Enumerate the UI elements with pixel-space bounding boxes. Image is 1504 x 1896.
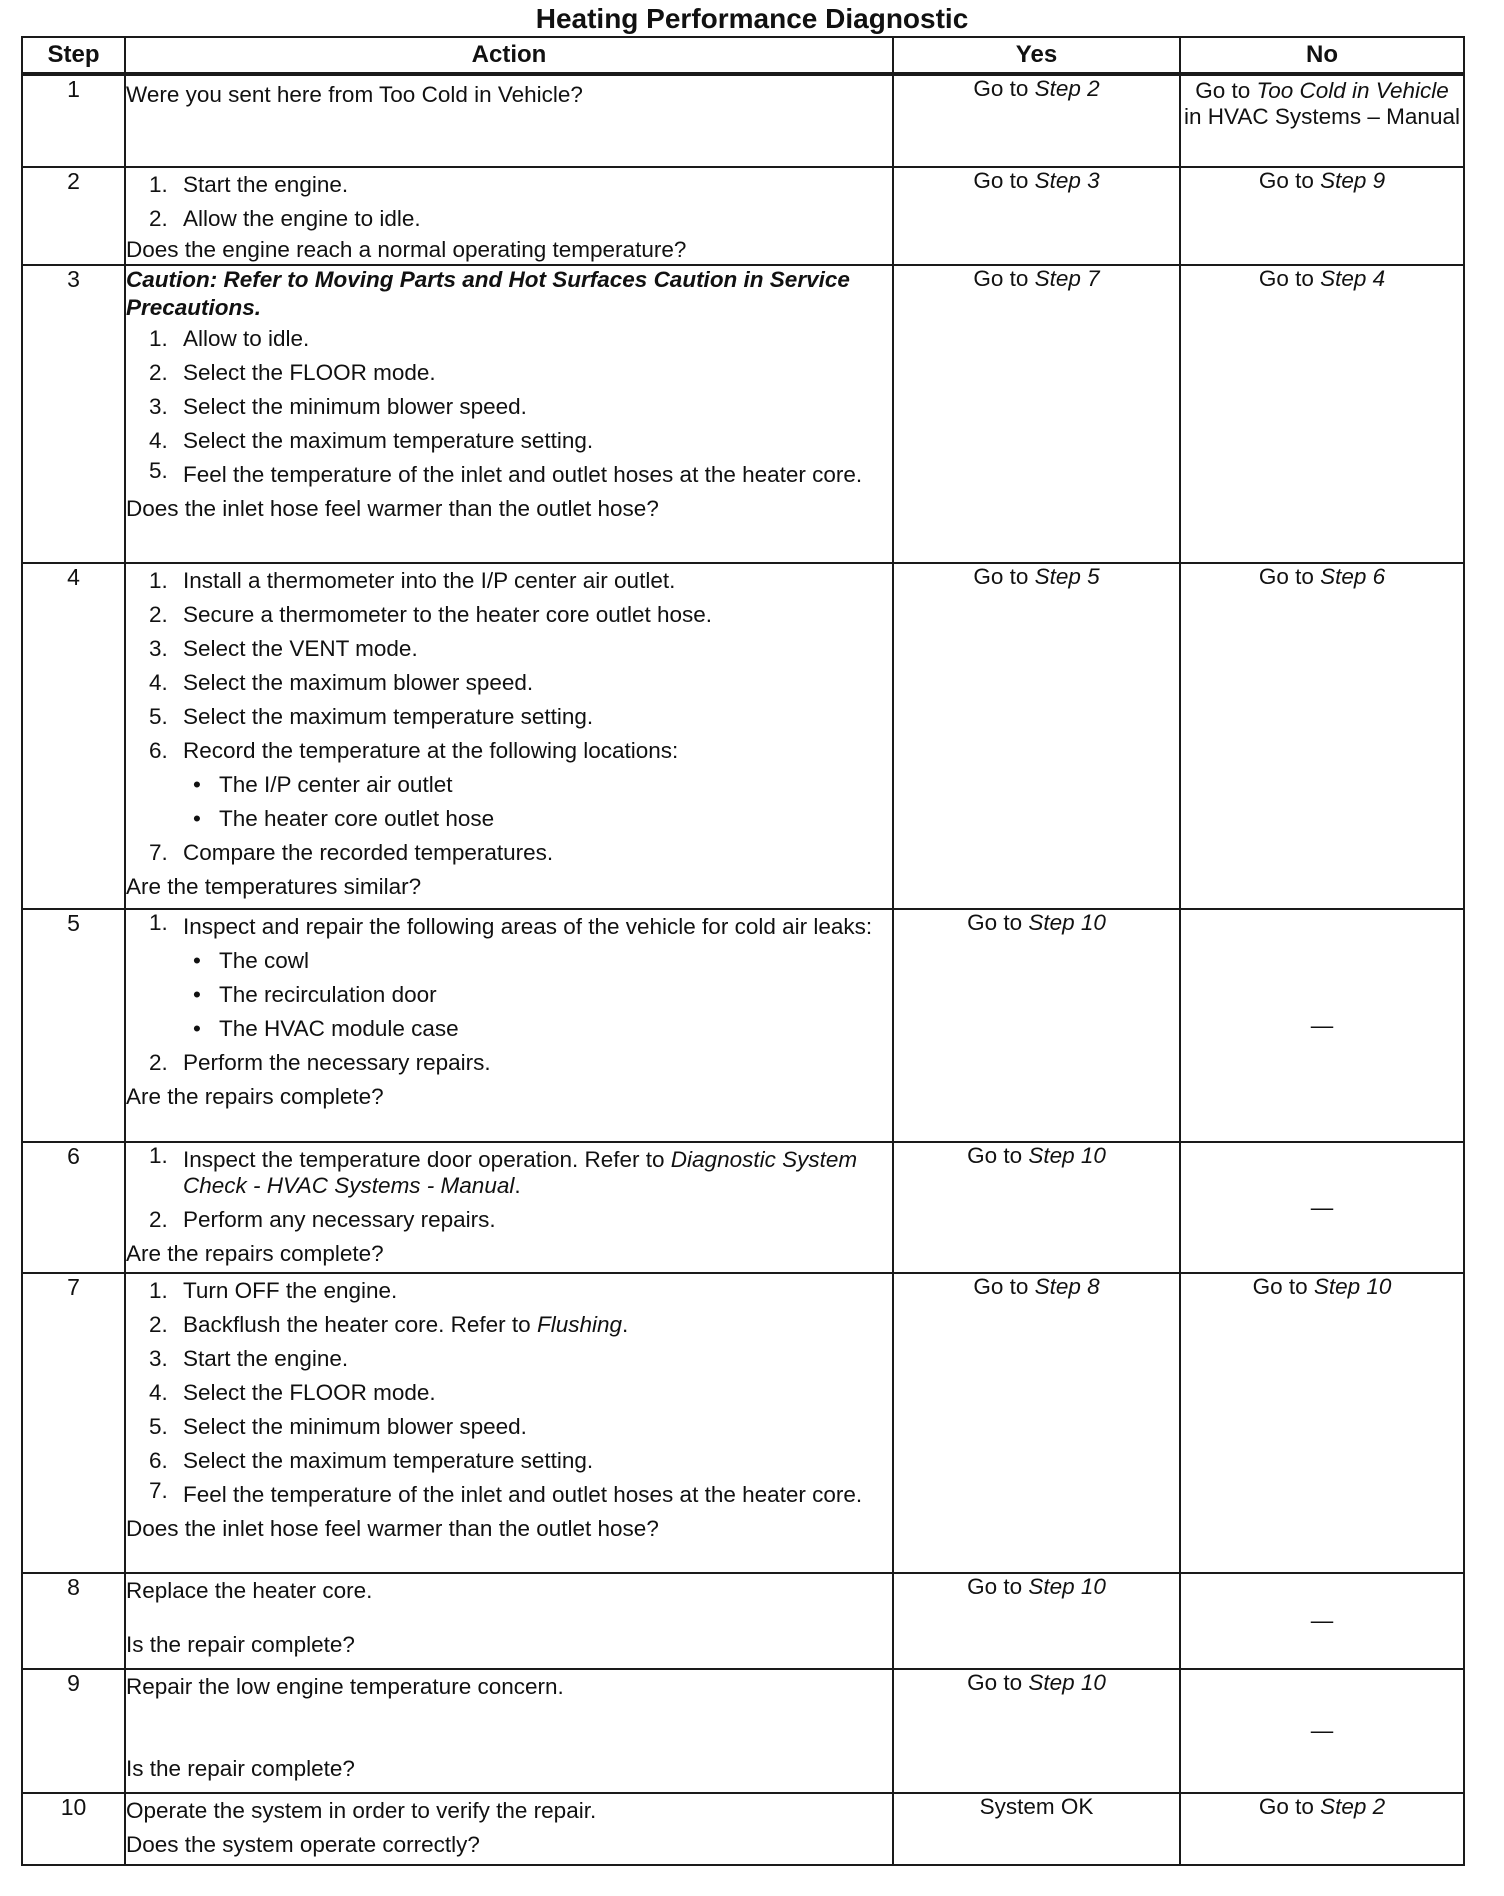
step-link[interactable]: Step 9 [1320, 168, 1386, 193]
action-cell [125, 1142, 893, 1273]
no-cell [1180, 1573, 1464, 1669]
list-item: 1. Turn OFF the engine. [149, 1278, 398, 1303]
action-cell [125, 74, 893, 167]
procedure-list [126, 1274, 892, 1512]
list-item: 6. Record the temperature at the following locations: • The I/P center air outlet • The heater core outlet hose [126, 734, 892, 836]
list-item: 4. Select the maximum temperature setting. [149, 428, 594, 453]
step-number: 10 [22, 1793, 125, 1865]
step-number: 1 [22, 74, 125, 167]
sub-list-item: • The HVAC module case [183, 1012, 892, 1046]
action-statement: Repair the low engine temperature concern. [126, 1674, 564, 1699]
header-no: No [1180, 37, 1464, 74]
action-cell [125, 167, 893, 265]
list-item: 2. Perform any necessary repairs. [149, 1207, 496, 1232]
table-row [22, 265, 1464, 563]
list-item: 1. Allow to idle. [149, 326, 310, 351]
not-applicable-dash: — [1310, 1012, 1334, 1038]
list-item: 2. Secure a thermometer to the heater core outlet hose. [149, 602, 713, 627]
procedure-list [126, 910, 892, 1080]
step-number: 5 [22, 909, 125, 1142]
header-yes: Yes [893, 37, 1180, 74]
action-question: Are the temperatures similar? [126, 874, 422, 899]
goto-prefix: Go to [967, 910, 1023, 935]
no-cell [1180, 1142, 1464, 1273]
step-number: 2 [22, 167, 125, 265]
goto-prefix: Go to [973, 1274, 1029, 1299]
no-cell [1180, 1273, 1464, 1573]
yes-cell [893, 1273, 1180, 1573]
step-link[interactable]: Step 10 [1028, 910, 1106, 935]
table-row [22, 1273, 1464, 1573]
table-row [22, 1669, 1464, 1793]
procedure-list [126, 322, 892, 492]
list-item: 7. Compare the recorded temperatures. [149, 840, 554, 865]
step-link[interactable]: Step 10 [1028, 1574, 1106, 1599]
list-item: 7. Feel the temperature of the inlet and outlet hoses at the heater core. [149, 1478, 863, 1507]
header-action: Action [125, 37, 893, 74]
action-question: Were you sent here from Too Cold in Vehicle? [126, 82, 583, 107]
action-cell [125, 1573, 893, 1669]
goto-prefix: Go to [967, 1670, 1023, 1695]
caution-note: Caution: Refer to Moving Parts and Hot Surfaces Caution in Service Precautions. [126, 267, 850, 320]
goto-prefix: Go to [1258, 168, 1314, 193]
action-question: Are the repairs complete? [126, 1241, 384, 1266]
action-question: Does the inlet hose feel warmer than the outlet hose? [126, 1516, 659, 1541]
list-item: 1. Start the engine. [149, 172, 349, 197]
procedure-link[interactable]: Flushing [536, 1312, 622, 1337]
step-number: 7 [22, 1273, 125, 1573]
table-row [22, 1142, 1464, 1273]
step-link[interactable]: Step 10 [1028, 1670, 1106, 1695]
goto-prefix: Go to [1195, 78, 1251, 103]
sub-list-item: • The cowl [183, 944, 892, 978]
goto-prefix: Go to [973, 76, 1029, 101]
action-question: Are the repairs complete? [126, 1084, 384, 1109]
yes-cell [893, 74, 1180, 167]
yes-cell [893, 265, 1180, 563]
action-cell [125, 1273, 893, 1573]
yes-cell [893, 1793, 1180, 1865]
action-cell [125, 909, 893, 1142]
step-number: 9 [22, 1669, 125, 1793]
not-applicable-dash: — [1310, 1194, 1334, 1220]
sub-list [183, 944, 892, 1046]
no-cell [1180, 265, 1464, 563]
list-item: 4. Select the FLOOR mode. [149, 1380, 436, 1405]
list-item: 2. Backflush the heater core. Refer to Flushing. [149, 1312, 629, 1337]
header-row [22, 37, 1464, 74]
no-cell [1180, 167, 1464, 265]
goto-prefix: Go to [967, 1574, 1023, 1599]
result-text: System OK [979, 1794, 1094, 1819]
procedure-link[interactable]: Too Cold in Vehicle [1256, 78, 1449, 103]
list-item: 1. Inspect the temperature door operation. Refer to Diagnostic System Check - HVAC Systems - Manual. [149, 1143, 858, 1198]
list-item: 6. Select the maximum temperature setting. [149, 1448, 594, 1473]
action-cell [125, 1669, 893, 1793]
list-item: 3. Start the engine. [149, 1346, 349, 1371]
sub-list [183, 768, 892, 836]
table-row [22, 1573, 1464, 1669]
yes-cell [893, 1142, 1180, 1273]
action-question: Is the repair complete? [126, 1632, 355, 1657]
step-link[interactable]: Step 2 [1034, 76, 1100, 101]
diagnostic-table [21, 36, 1465, 1866]
step-link[interactable]: Step 3 [1034, 168, 1100, 193]
step-link[interactable]: Step 2 [1320, 1794, 1386, 1819]
table-row [22, 909, 1464, 1142]
list-item: 3. Select the minimum blower speed. [149, 394, 527, 419]
list-item: 2. Allow the engine to idle. [149, 206, 421, 231]
list-item: 4. Select the maximum blower speed. [149, 670, 534, 695]
action-cell [125, 563, 893, 909]
list-item: 5. Select the maximum temperature setting. [149, 704, 594, 729]
no-cell [1180, 909, 1464, 1142]
list-item: 1. Install a thermometer into the I/P center air outlet. [149, 568, 676, 593]
action-cell [125, 265, 893, 563]
yes-cell [893, 1669, 1180, 1793]
step-link[interactable]: Step 10 [1028, 1143, 1106, 1168]
table-row [22, 563, 1464, 909]
step-number: 6 [22, 1142, 125, 1273]
procedure-list [126, 168, 892, 236]
list-item: 1. Inspect and repair the following areas of the vehicle for cold air leaks: • The cowl • The recirculation door • The HVAC module case [126, 910, 892, 1046]
action-statement: Operate the system in order to verify the repair. [126, 1798, 597, 1823]
goto-prefix: Go to [973, 168, 1029, 193]
list-item: 5. Feel the temperature of the inlet and outlet hoses at the heater core. [149, 458, 863, 487]
list-item: 2. Perform the necessary repairs. [149, 1050, 491, 1075]
step-link[interactable]: Step 8 [1034, 1274, 1100, 1299]
sub-list-item: • The I/P center air outlet [183, 768, 892, 802]
page-title: Heating Performance Diagnostic [535, 3, 969, 34]
list-item: 2. Select the FLOOR mode. [149, 360, 436, 385]
action-question: Is the repair complete? [126, 1756, 355, 1781]
list-item: 3. Select the VENT mode. [149, 636, 418, 661]
goto-prefix: Go to [973, 266, 1029, 291]
list-item: 5. Select the minimum blower speed. [149, 1414, 527, 1439]
goto-prefix: Go to [1258, 1794, 1314, 1819]
table-row [22, 1793, 1464, 1865]
yes-cell [893, 167, 1180, 265]
action-cell [125, 1793, 893, 1865]
goto-prefix: Go to [967, 1143, 1023, 1168]
no-cell [1180, 74, 1464, 167]
goto-prefix: Go to [1252, 1274, 1308, 1299]
goto-prefix: Go to [973, 564, 1029, 589]
step-link[interactable]: Step 6 [1320, 564, 1386, 589]
step-link[interactable]: Step 4 [1320, 266, 1386, 291]
sub-list-item: • The recirculation door [183, 978, 892, 1012]
procedure-link[interactable]: Diagnostic System Check - HVAC Systems - Manual [183, 1147, 858, 1198]
action-statement: Replace the heater core. [126, 1578, 373, 1603]
no-cell [1180, 563, 1464, 909]
table-row [22, 167, 1464, 265]
yes-cell [893, 563, 1180, 909]
goto-prefix: Go to [1258, 564, 1314, 589]
table-row [22, 74, 1464, 167]
action-question: Does the engine reach a normal operating temperature? [126, 237, 687, 262]
step-number: 4 [22, 563, 125, 909]
step-link[interactable]: Step 7 [1034, 266, 1100, 291]
action-question: Does the inlet hose feel warmer than the outlet hose? [126, 496, 659, 521]
step-link[interactable]: Step 10 [1313, 1274, 1392, 1299]
action-question: Does the system operate correctly? [126, 1832, 480, 1857]
procedure-list [126, 1143, 892, 1237]
no-cell [1180, 1669, 1464, 1793]
step-number: 3 [22, 265, 125, 563]
yes-cell [893, 909, 1180, 1142]
sub-list-item: • The heater core outlet hose [183, 802, 892, 836]
step-link[interactable]: Step 5 [1034, 564, 1100, 589]
procedure-list [126, 564, 892, 870]
header-step: Step [22, 37, 125, 74]
step-number: 8 [22, 1573, 125, 1669]
goto-prefix: Go to [1258, 266, 1314, 291]
reference-location: in HVAC Systems – Manual [1184, 104, 1460, 129]
not-applicable-dash: — [1310, 1608, 1334, 1633]
yes-cell [893, 1573, 1180, 1669]
no-cell [1180, 1793, 1464, 1865]
not-applicable-dash: — [1310, 1718, 1334, 1743]
